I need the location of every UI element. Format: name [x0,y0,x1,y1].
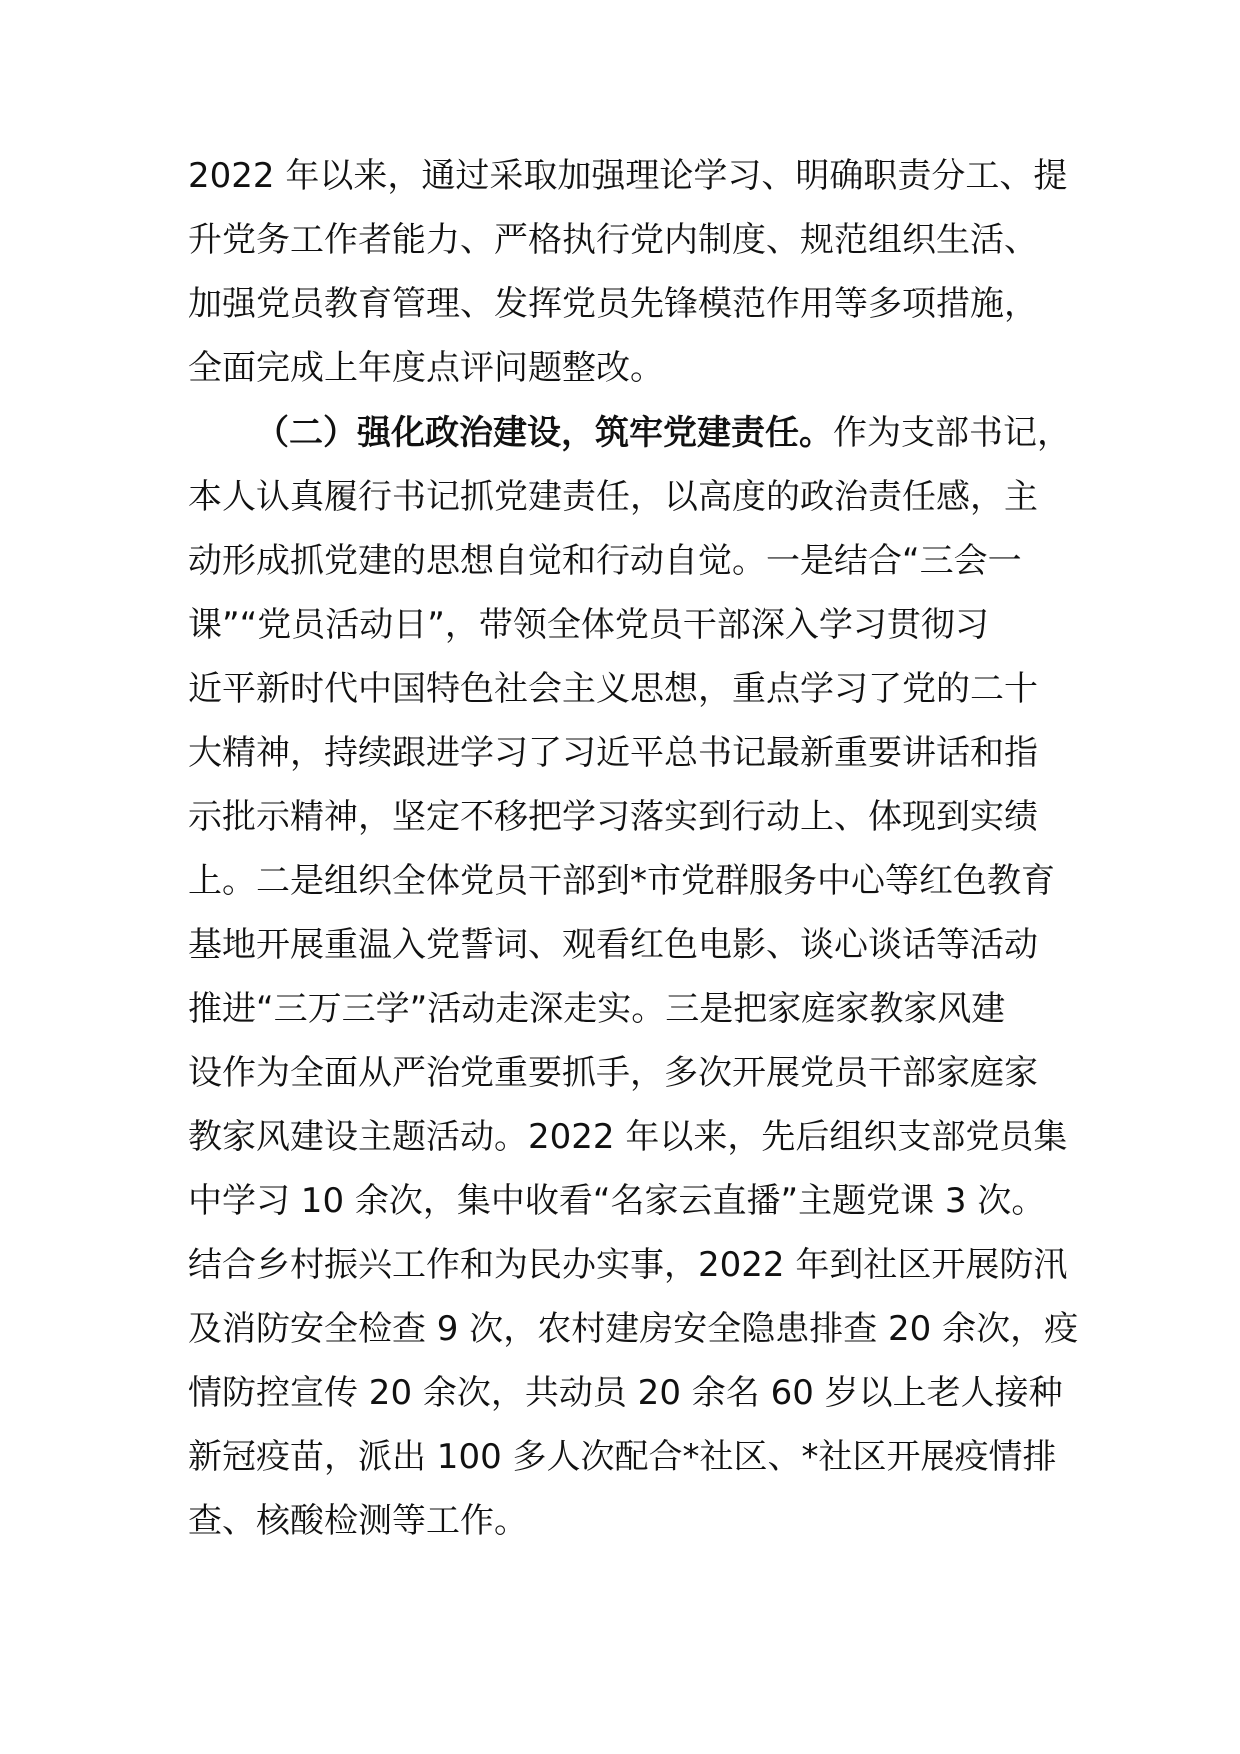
paragraph-2-line-18: 查、核酸检测等工作。 [188,1501,528,1541]
paragraph-2-line-9: 基地开展重温入党誓词、观看红色电影、谈心谈话等活动 [188,925,1038,965]
paragraph-2-line-15: 及消防安全检查 9 次，农村建房安全隐患排查 20 余次，疫 [188,1309,1079,1349]
paragraph-2-line-11: 设作为全面从严治党重要抓手，多次开展党员干部家庭家 [188,1053,1038,1093]
paragraph-2-line-7: 示批示精神，坚定不移把学习落实到行动上、体现到实绩 [188,797,1038,837]
paragraph-2-line-2: 本人认真履行书记抓党建责任，以高度的政治责任感，主 [188,477,1038,517]
paragraph-1-line-4: 全面完成上年度点评问题整改。 [188,348,664,388]
paragraph-1-line-2: 升党务工作者能力、严格执行党内制度、规范组织生活、 [188,220,1038,260]
paragraph-2-line-1 [255,401,1071,465]
paragraph-2-line-10: 推进“三万三学”活动走深走实。三是把家庭家教家风建 [188,989,1006,1029]
paragraph-2-line-13: 中学习 10 余次，集中收看“名家云直播”主题党课 3 次。 [188,1181,1046,1221]
paragraph-1-line-1: 2022 年以来，通过采取加强理论学习、明确职责分工、提 [188,156,1068,196]
paragraph-2-line-6: 大精神，持续跟进学习了习近平总书记最新重要讲话和指 [188,733,1038,773]
paragraph-2-line-3: 动形成抓党建的思想自觉和行动自觉。一是结合“三会一 [188,541,1022,581]
paragraph-2-line-4: 课”“党员活动日”，带领全体党员干部深入学习贯彻习 [188,605,989,645]
paragraph-2-line-5: 近平新时代中国特色社会主义思想，重点学习了党的二十 [188,669,1038,709]
section-heading-continuation: 作为支部书记， [833,413,1071,453]
paragraph-2-line-17: 新冠疫苗，派出 100 多人次配合*社区、*社区开展疫情排 [188,1437,1057,1477]
paragraph-2-line-12: 教家风建设主题活动。2022 年以来，先后组织支部党员集 [188,1117,1068,1157]
paragraph-2-line-8: 上。二是组织全体党员干部到*市党群服务中心等红色教育 [188,861,1055,901]
paragraph-2-line-16: 情防控宣传 20 余次，共动员 20 余名 60 岁以上老人接种 [188,1373,1063,1413]
paragraph-1-line-3: 加强党员教育管理、发挥党员先锋模范作用等多项措施， [188,284,1038,324]
paragraph-2-line-14: 结合乡村振兴工作和为民办实事，2022 年到社区开展防汛 [188,1245,1068,1285]
section-heading: （二）强化政治建设，筑牢党建责任。 [255,413,833,453]
